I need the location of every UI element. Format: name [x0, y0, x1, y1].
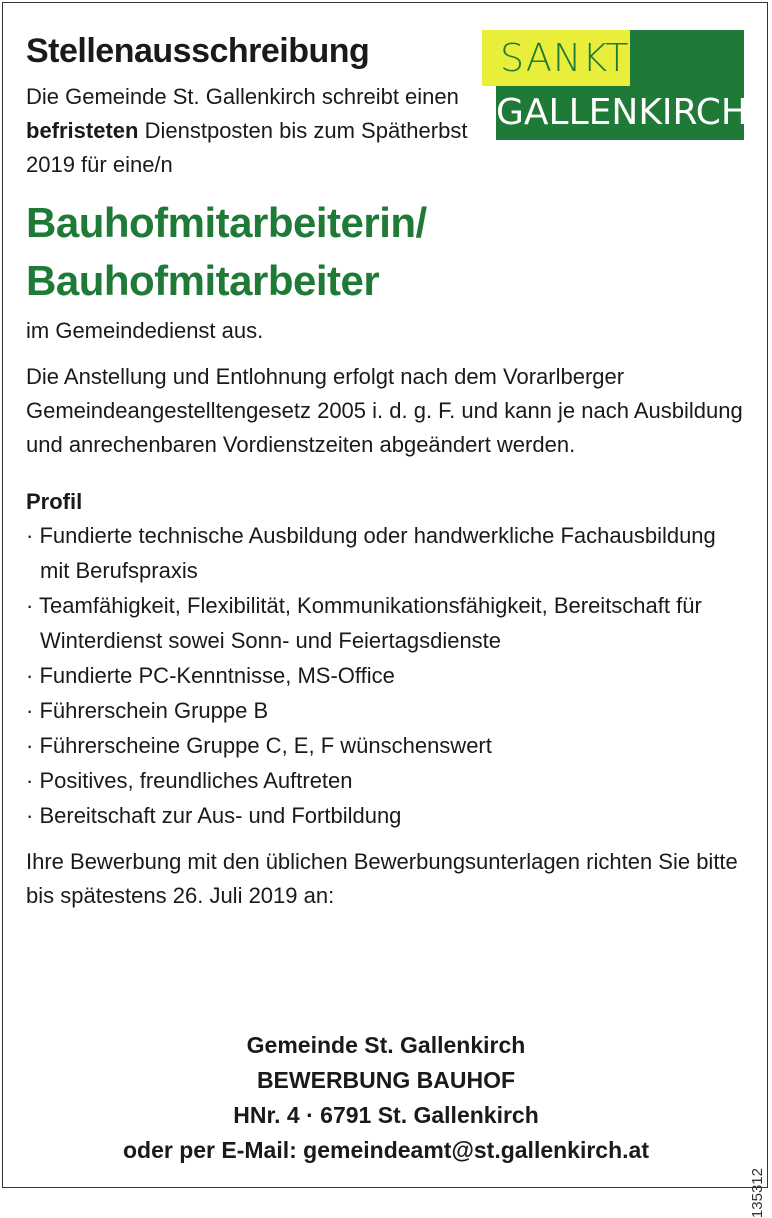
profile-item: · Fundierte technische Ausbildung oder handwerkliche Fachausbildung mit Berufspraxis	[26, 518, 746, 588]
intro-text	[26, 80, 486, 182]
profile-item: · Bereitschaft zur Aus- und Fortbildung	[26, 798, 746, 833]
contact-line-3: HNr. 4 · 6791 St. Gallenkirch	[233, 1102, 539, 1128]
job-title	[26, 194, 746, 310]
profile-item: · Führerscheine Gruppe C, E, F wünschenswert	[26, 728, 746, 763]
employment-text: Die Anstellung und Entlohnung erfolgt nach dem Vorarlberger Gemeindeangestelltengesetz 2005 i. d. g. F. und kann je nach Ausbildung und anrechenbaren Vordienstzeiten abgeändert werden.	[26, 364, 743, 457]
profile-item: · Führerschein Gruppe B	[26, 693, 746, 728]
intro-bold: befristeten	[26, 118, 139, 143]
logo-bottom-text: GALLENKIRCH	[496, 92, 748, 133]
logo-top-text: SANKT	[482, 30, 630, 86]
job-title-line-2: Bauhofmitarbeiter	[26, 257, 380, 304]
ad-heading: Stellenausschreibung	[26, 32, 370, 70]
contact-line-4[interactable]: oder per E-Mail: gemeindeamt@st.gallenkirch.at	[122, 1137, 649, 1163]
intro-part-2: Dienstposten bis zum Spätherbst 2019 für eine/n	[26, 118, 468, 177]
contact-line-2: BEWERBUNG BAUHOF	[256, 1067, 516, 1093]
job-advertisement	[26, 30, 746, 913]
profile-item: · Fundierte PC-Kenntnisse, MS-Office	[26, 658, 746, 693]
ad-code: 135312	[749, 1168, 766, 1218]
apply-text: Ihre Bewerbung mit den üblichen Bewerbungsunterlagen richten Sie bitte bis spätestens 26. Juli 2019 an:	[26, 849, 738, 908]
service-text: im Gemeindedienst aus.	[26, 318, 264, 343]
contact-line-1: Gemeinde St. Gallenkirch	[246, 1032, 526, 1058]
profile-item: · Positives, freundliches Auftreten	[26, 763, 746, 798]
profile-heading: Profil	[26, 489, 83, 514]
job-title-line-1: Bauhofmitarbeiterin/	[26, 199, 427, 246]
profile-list	[26, 518, 746, 833]
profile-item: · Teamfähigkeit, Flexibilität, Kommunikationsfähigkeit, Bereitschaft für Winterdienst sowei Sonn- und Feiertagsdienste	[26, 588, 746, 658]
contact-block	[26, 1028, 746, 1168]
intro-part-1: Die Gemeinde St. Gallenkirch schreibt einen	[26, 84, 459, 109]
